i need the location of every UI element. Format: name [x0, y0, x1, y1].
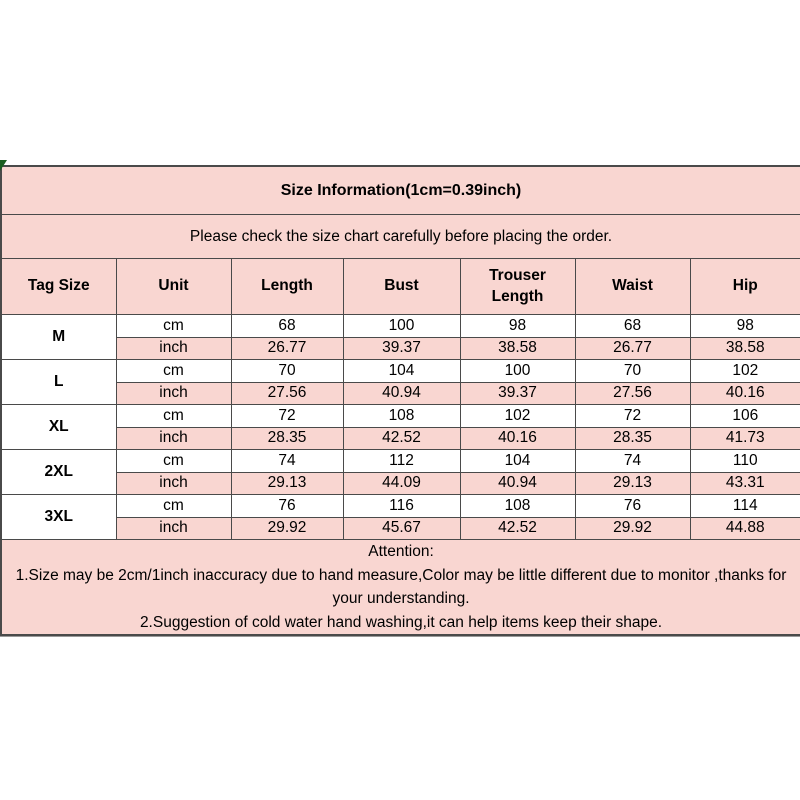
value-cell-2xl-cm-4: 110 [690, 450, 800, 473]
unit-label-inch-m: inch [116, 337, 231, 360]
value-cell-m-inch-4: 38.58 [690, 337, 800, 360]
value-cell-l-inch-2: 39.37 [460, 382, 575, 405]
value-cell-m-cm-2: 98 [460, 315, 575, 338]
unit-label-cm-m: cm [116, 315, 231, 338]
value-cell-xl-inch-1: 42.52 [343, 427, 460, 450]
size-tag-2xl: 2XL [1, 450, 116, 495]
subtitle-row [1, 215, 800, 259]
size-tag-m: M [1, 315, 116, 360]
unit-label-cm-l: cm [116, 360, 231, 383]
value-cell-2xl-inch-3: 29.13 [575, 472, 690, 495]
value-cell-m-inch-0: 26.77 [231, 337, 343, 360]
value-cell-xl-inch-4: 41.73 [690, 427, 800, 450]
value-cell-xl-cm-4: 106 [690, 405, 800, 428]
value-cell-xl-cm-0: 72 [231, 405, 343, 428]
column-header-row [1, 259, 800, 315]
value-cell-3xl-inch-4: 44.88 [690, 517, 800, 540]
value-cell-3xl-cm-4: 114 [690, 495, 800, 518]
value-cell-xl-inch-3: 28.35 [575, 427, 690, 450]
value-cell-m-inch-1: 39.37 [343, 337, 460, 360]
size-tag-3xl: 3XL [1, 495, 116, 540]
value-cell-m-cm-0: 68 [231, 315, 343, 338]
value-cell-3xl-inch-3: 29.92 [575, 517, 690, 540]
value-cell-l-cm-0: 70 [231, 360, 343, 383]
column-header-unit: Unit [116, 259, 231, 315]
value-cell-2xl-cm-1: 112 [343, 450, 460, 473]
unit-label-cm-3xl: cm [116, 495, 231, 518]
unit-label-cm-xl: cm [116, 405, 231, 428]
column-header-tag-size: Tag Size [1, 259, 116, 315]
attention-heading: Attention: [368, 543, 434, 560]
unit-label-cm-2xl: cm [116, 450, 231, 473]
value-cell-m-cm-3: 68 [575, 315, 690, 338]
size-row-3xl-cm [1, 495, 800, 518]
value-cell-xl-cm-1: 108 [343, 405, 460, 428]
value-cell-xl-cm-3: 72 [575, 405, 690, 428]
attention-row [1, 540, 800, 636]
size-row-l-cm [1, 360, 800, 383]
value-cell-l-inch-3: 27.56 [575, 382, 690, 405]
value-cell-xl-inch-0: 28.35 [231, 427, 343, 450]
value-cell-l-cm-4: 102 [690, 360, 800, 383]
value-cell-2xl-inch-1: 44.09 [343, 472, 460, 495]
size-row-2xl-cm [1, 450, 800, 473]
size-row-xl-cm [1, 405, 800, 428]
value-cell-l-inch-0: 27.56 [231, 382, 343, 405]
attention-note-2: 2.Suggestion of cold water hand washing,it can help items keep their shape. [139, 613, 663, 631]
value-cell-m-inch-2: 38.58 [460, 337, 575, 360]
size-row-xl-inch [1, 427, 800, 450]
size-tag-xl: XL [1, 405, 116, 450]
value-cell-3xl-inch-1: 45.67 [343, 517, 460, 540]
unit-label-inch-2xl: inch [116, 472, 231, 495]
value-cell-m-cm-4: 98 [690, 315, 800, 338]
title-row [1, 166, 800, 215]
size-row-l-inch [1, 382, 800, 405]
value-cell-2xl-inch-4: 43.31 [690, 472, 800, 495]
attention-note [1, 540, 800, 636]
size-row-m-cm [1, 315, 800, 338]
size-chart-table [0, 165, 800, 636]
column-header-waist: Waist [575, 259, 690, 315]
value-cell-l-inch-1: 40.94 [343, 382, 460, 405]
unit-label-inch-3xl: inch [116, 517, 231, 540]
value-cell-xl-inch-2: 40.16 [460, 427, 575, 450]
value-cell-2xl-inch-2: 40.94 [460, 472, 575, 495]
value-cell-3xl-cm-3: 76 [575, 495, 690, 518]
value-cell-3xl-inch-0: 29.92 [231, 517, 343, 540]
value-cell-3xl-cm-2: 108 [460, 495, 575, 518]
value-cell-l-inch-4: 40.16 [690, 382, 800, 405]
value-cell-3xl-inch-2: 42.52 [460, 517, 575, 540]
value-cell-2xl-inch-0: 29.13 [231, 472, 343, 495]
value-cell-3xl-cm-1: 116 [343, 495, 460, 518]
value-cell-xl-cm-2: 102 [460, 405, 575, 428]
value-cell-m-inch-3: 26.77 [575, 337, 690, 360]
value-cell-l-cm-3: 70 [575, 360, 690, 383]
value-cell-3xl-cm-0: 76 [231, 495, 343, 518]
size-chart-subtitle: Please check the size chart carefully before placing the order. [1, 215, 800, 259]
column-header-bust: Bust [343, 259, 460, 315]
value-cell-2xl-cm-3: 74 [575, 450, 690, 473]
column-header-trouser-length: Trouser Length [460, 259, 575, 315]
value-cell-l-cm-2: 100 [460, 360, 575, 383]
size-chart-title: Size Information(1cm=0.39inch) [1, 166, 800, 215]
value-cell-m-cm-1: 100 [343, 315, 460, 338]
column-header-length: Length [231, 259, 343, 315]
unit-label-inch-l: inch [116, 382, 231, 405]
size-row-2xl-inch [1, 472, 800, 495]
value-cell-l-cm-1: 104 [343, 360, 460, 383]
value-cell-2xl-cm-2: 104 [460, 450, 575, 473]
size-row-3xl-inch [1, 517, 800, 540]
value-cell-2xl-cm-0: 74 [231, 450, 343, 473]
size-tag-l: L [1, 360, 116, 405]
attention-note-1: 1.Size may be 2cm/1inch inaccuracy due to hand measure,Color may be little different due to monitor ,thanks for your understanding. [15, 566, 787, 607]
size-row-m-inch [1, 337, 800, 360]
column-header-hip: Hip [690, 259, 800, 315]
unit-label-inch-xl: inch [116, 427, 231, 450]
